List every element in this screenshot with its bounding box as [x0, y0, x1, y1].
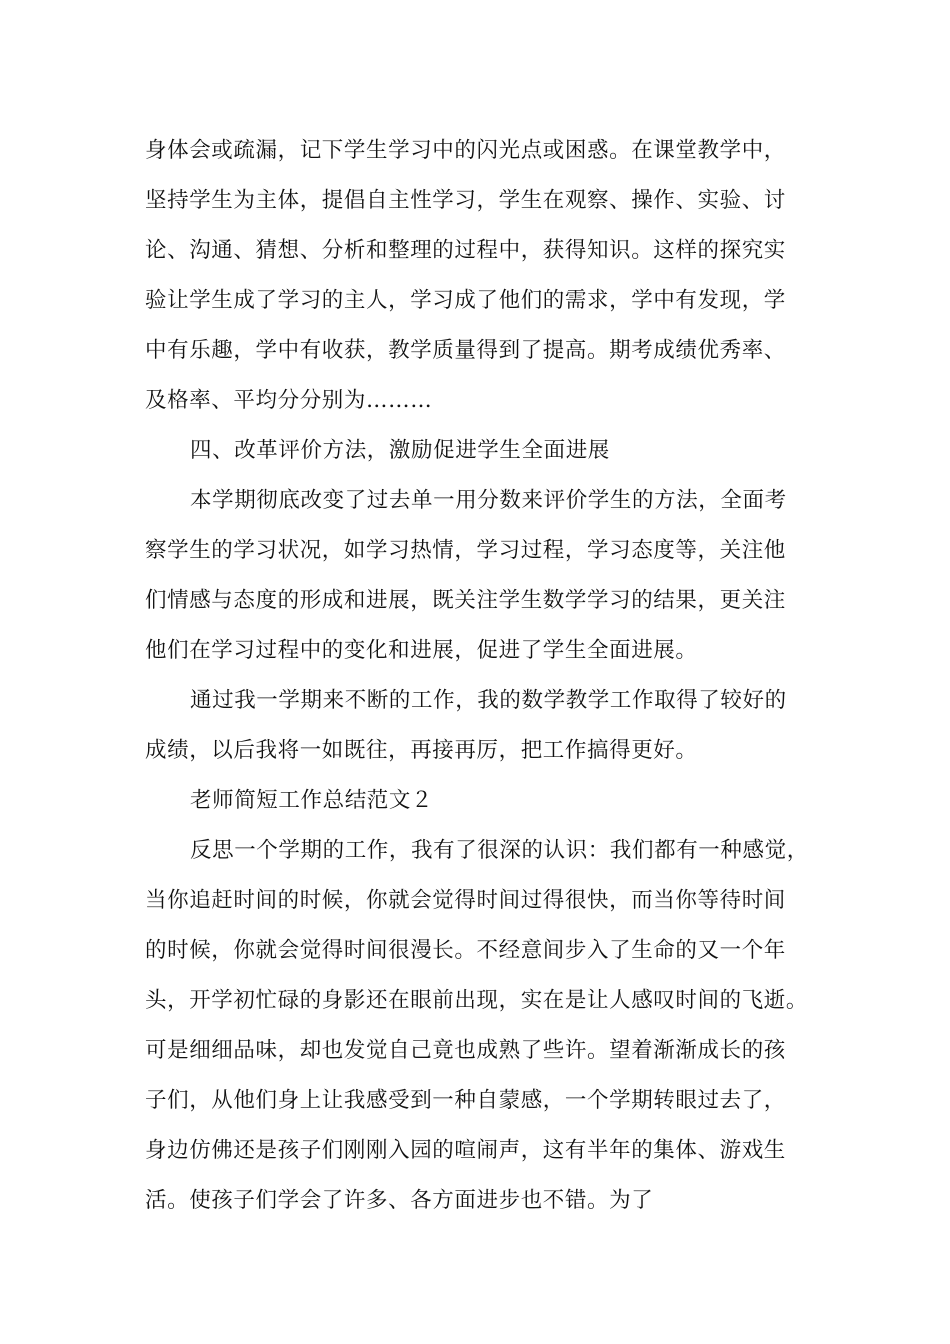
text-line: 身边仿佛还是孩子们刚刚入园的喧闹声，这有半年的集体、游戏生 [145, 1138, 786, 1163]
text-line: 察学生的学习状况，如学习热情，学习过程，学习态度等，关注他 [145, 538, 786, 563]
text-line: 验让学生成了学习的主人，学习成了他们的需求，学中有发现，学 [145, 288, 786, 313]
text-line: 本学期彻底改变了过去单一用分数来评价学生的方法，全面考 [190, 488, 787, 513]
text-line: 当你追赶时间的时候，你就会觉得时间过得很快，而当你等待时间 [145, 888, 786, 913]
text-line: 活。使孩子们学会了许多、各方面进步也不错。为了 [145, 1188, 654, 1213]
text-line: 坚持学生为主体，提倡自主性学习，学生在观察、操作、实验、讨 [145, 188, 786, 213]
text-line: 子们，从他们身上让我感受到一种自蒙感，一个学期转眼过去了， [145, 1088, 786, 1113]
text-line: 身体会或疏漏，记下学生学习中的闪光点或困惑。在课堂教学中， [145, 138, 786, 163]
text-line: 反思一个学期的工作，我有了很深的认识：我们都有一种感觉， [190, 838, 809, 863]
text-line: 中有乐趣，学中有收获，教学质量得到了提高。期考成绩优秀率、 [145, 338, 786, 363]
text-line: 及格率、平均分分别为……… [145, 388, 433, 413]
text-line: 通过我一学期来不断的工作，我的数学教学工作取得了较好的 [190, 688, 787, 713]
text-line: 论、沟通、猜想、分析和整理的过程中，获得知识。这样的探究实 [145, 238, 786, 263]
section-heading: 四、改革评价方法，激励促进学生全面进展 [190, 438, 610, 463]
document-subtitle: 老师简短工作总结范文２ [190, 788, 434, 813]
text-line: 的时候，你就会觉得时间很漫长。不经意间步入了生命的又一个年 [145, 938, 786, 963]
text-line: 成绩，以后我将一如既往，再接再厉，把工作搞得更好。 [145, 738, 698, 763]
text-line: 可是细细品味，却也发觉自己竟也成熟了些许。望着渐渐成长的孩 [145, 1038, 786, 1063]
text-line: 他们在学习过程中的变化和进展，促进了学生全面进展。 [145, 638, 698, 663]
text-line: 头，开学初忙碌的身影还在眼前出现，实在是让人感叹时间的飞逝。 [145, 988, 809, 1013]
text-line: 们情感与态度的形成和进展，既关注学生数学学习的结果，更关注 [145, 588, 786, 613]
